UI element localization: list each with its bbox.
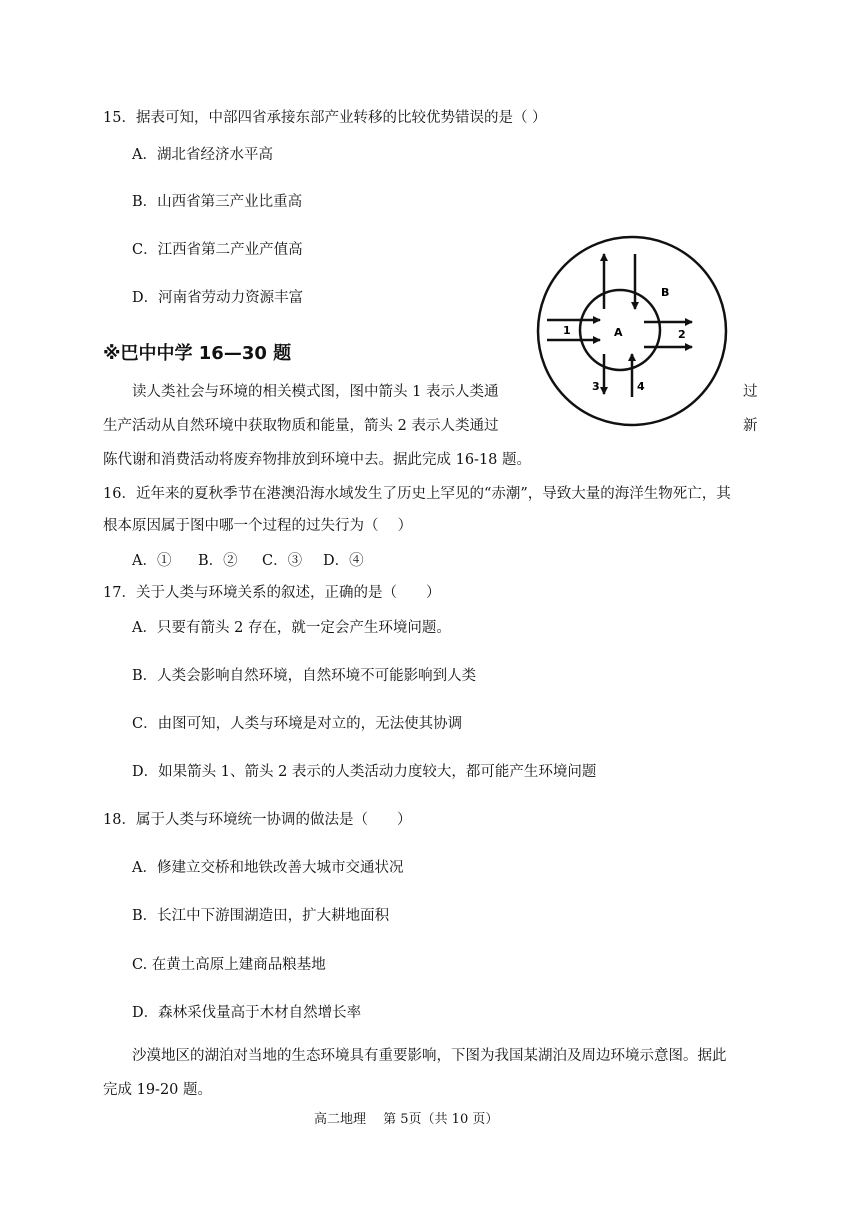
intro-line-1: 读人类社会与环境的相关模式图，图中箭头 1 表示人类通 [132,384,499,400]
label-arrow-3: 3 [592,380,600,393]
question-15-stem: 15．据表可知，中部四省承接东部产业转移的比较优势错误的是（ ） [103,110,547,126]
question-17-stem: 17．关于人类与环境关系的叙述，正确的是（ ） [103,585,441,601]
question-15-option-a: A．湖北省经济水平高 [132,147,273,163]
question-16-option-b: B．② [198,553,238,569]
question-18-stem: 18．属于人类与环境统一协调的做法是（ ） [103,812,412,828]
human-environment-diagram [520,232,750,432]
question-15-option-b: B．山西省第三产业比重高 [132,194,303,210]
question-15-option-d: D．河南省劳动力资源丰富 [132,290,304,306]
question-16-line-1: 16．近年来的夏秋季节在港澳沿海水域发生了历史上罕见的“赤潮”，导致大量的海洋生物死亡，其 [103,486,731,502]
section-title: ※巴中中学 16—30 题 [103,343,292,364]
label-arrow-2: 2 [678,328,686,341]
question-17-option-a: A．只要有箭头 2 存在，就一定会产生环境问题。 [132,620,451,636]
label-arrow-4: 4 [637,380,645,393]
question-18-option-a: A．修建立交桥和地铁改善大城市交通状况 [132,860,404,876]
question-16-option-d: D．④ [323,553,364,569]
question-18-option-b: B．长江中下游围湖造田，扩大耕地面积 [132,908,390,924]
question-18-option-c: C. 在黄土高原上建商品粮基地 [132,957,326,973]
label-a: A [614,326,623,339]
question-17-option-b: B．人类会影响自然环境，自然环境不可能影响到人类 [132,668,477,684]
question-17-option-d: D．如果箭头 1、箭头 2 表示的人类活动力度较大，都可能产生环境问题 [132,764,597,780]
question-19-intro-line-2: 完成 19-20 题。 [103,1082,213,1098]
question-19-intro-line-1: 沙漠地区的湖泊对当地的生态环境具有重要影响，下图为我国某湖泊及周边环境示意图。据此 [132,1048,727,1064]
question-18-option-d: D．森林采伐量高于木材自然增长率 [132,1005,362,1021]
question-16-line-2: 根本原因属于图中哪一个过程的过失行为（ ） [103,518,413,534]
question-15-option-c: C．江西省第二产业产值高 [132,242,303,258]
label-b: B [661,286,670,299]
question-16-option-a: A．① [132,553,172,569]
intro-line-1-end: 过 [743,384,758,400]
question-16-option-c: C．③ [262,553,303,569]
label-arrow-1: 1 [563,324,571,337]
page-footer: 高二地理 第 5页（共 10 页） [314,1112,499,1127]
intro-line-2: 生产活动从自然环境中获取物质和能量，箭头 2 表示人类通过 [103,418,499,434]
intro-line-3: 陈代谢和消费活动将废弃物排放到环境中去。据此完成 16-18 题。 [103,452,532,468]
intro-line-2-end: 新 [743,418,758,434]
question-17-option-c: C．由图可知，人类与环境是对立的，无法使其协调 [132,716,463,732]
